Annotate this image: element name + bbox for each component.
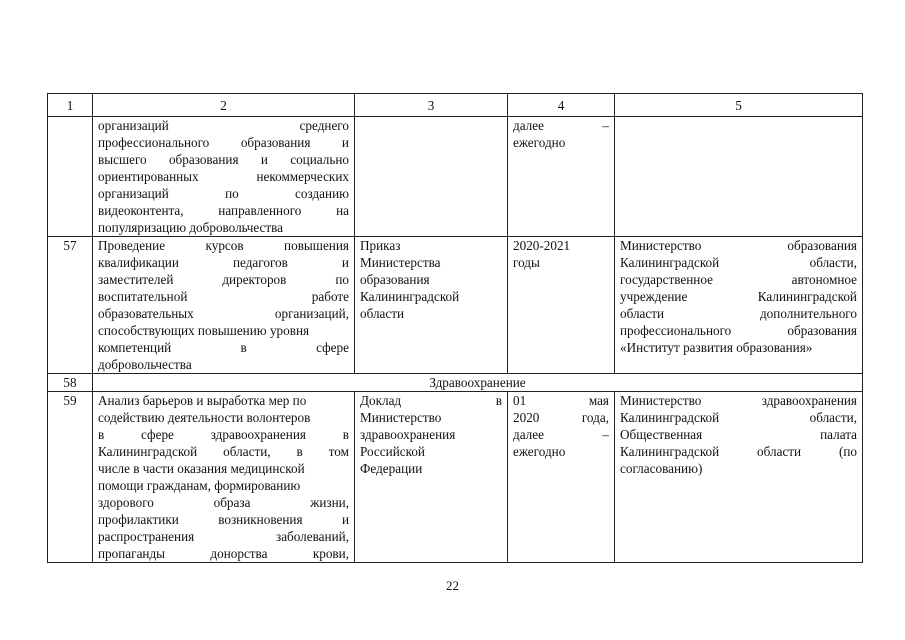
measure-line: организаций среднего (98, 118, 349, 133)
document-cell (355, 237, 508, 374)
term-cell (508, 117, 615, 237)
row-number: 58 (48, 374, 93, 392)
measure-cell (93, 237, 355, 374)
term-line: далее – (513, 427, 609, 442)
measure-line: организаций по созданию (98, 186, 349, 201)
executor-line: «Институт развития образования» (620, 340, 813, 355)
measure-line: помощи гражданам, формированию (98, 478, 301, 493)
measure-line: добровольчества (98, 357, 192, 372)
executor-line: Калининградской области (по (620, 444, 857, 459)
measure-line: воспитательной работе (98, 289, 349, 304)
measure-line: популяризацию добровольчества (98, 220, 284, 235)
measure-cell (93, 117, 355, 237)
measure-line: ориентированных некоммерческих (98, 169, 349, 184)
header-col-2: 2 (93, 94, 355, 117)
measure-cell (93, 392, 355, 563)
executors-cell (615, 392, 863, 563)
header-col-4: 4 (508, 94, 615, 117)
header-col-5: 5 (615, 94, 863, 117)
measure-line: видеоконтента, направленного на (98, 203, 349, 218)
term-line: 2020 года, (513, 410, 609, 425)
term-cell (508, 392, 615, 563)
term-cell (508, 237, 615, 374)
executor-line: области дополнительного (620, 306, 857, 321)
document-line: образования (360, 272, 430, 287)
measure-line: здорового образа жизни, (98, 495, 349, 510)
measure-line: заместителей директоров по (98, 272, 349, 287)
measure-line: профессионального образования и (98, 135, 349, 150)
executor-line: государственное автономное (620, 272, 857, 287)
term-line: 2020-2021 (513, 238, 571, 253)
executor-line: Общественная палата (620, 427, 857, 442)
document-line: Калининградской (360, 289, 460, 304)
header-col-1: 1 (48, 94, 93, 117)
executor-line: Министерство образования (620, 238, 857, 253)
measure-line: Анализ барьеров и выработка мер по (98, 393, 307, 408)
executor-line: Калининградской области, (620, 410, 857, 425)
header-col-3: 3 (355, 94, 508, 117)
measure-line: компетенций в сфере (98, 340, 349, 355)
term-line: 01 мая (513, 393, 609, 408)
row-number: 59 (48, 392, 93, 563)
executor-line: Министерство здравоохранения (620, 393, 857, 408)
table-row-57 (48, 237, 863, 374)
document-cell (355, 117, 508, 237)
document-line: здравоохранения (360, 427, 456, 442)
measure-line: числе в части оказания медицинской (98, 461, 305, 476)
document-line: Министерство (360, 410, 442, 425)
page-number: 22 (446, 578, 459, 593)
measure-line: квалификации педагогов и (98, 255, 349, 270)
measure-line: Проведение курсов повышения (98, 238, 349, 253)
row-number (48, 117, 93, 237)
executor-line: учреждение Калининградской (620, 289, 857, 304)
term-line: ежегодно (513, 135, 566, 150)
measure-line: распространения заболеваний, (98, 529, 349, 544)
document-cell (355, 392, 508, 563)
executor-line: профессионального образования (620, 323, 857, 338)
executors-cell (615, 117, 863, 237)
executor-line: согласованию) (620, 461, 703, 476)
measure-line: содействию деятельности волонтеров (98, 410, 311, 425)
executors-cell (615, 237, 863, 374)
section-title: Здравоохранение (93, 374, 863, 392)
term-line: ежегодно (513, 444, 566, 459)
row-number: 57 (48, 237, 93, 374)
table-row-continuation (48, 117, 863, 237)
measure-line: способствующих повышению уровня (98, 323, 310, 338)
table-header-row (48, 94, 863, 117)
table-row-59 (48, 392, 863, 563)
term-line: годы (513, 255, 540, 270)
document-line: области (360, 306, 405, 321)
document-line: Российской (360, 444, 425, 459)
document-line: Доклад в (360, 393, 502, 408)
table-row-58 (48, 374, 863, 392)
measure-line: профилактики возникновения и (98, 512, 349, 527)
measure-line: высшего образования и социально (98, 152, 349, 167)
document-line: Приказ (360, 238, 401, 253)
measure-line: в сфере здравоохранения в (98, 427, 349, 442)
document-line: Министерства (360, 255, 441, 270)
term-line: далее – (513, 118, 609, 133)
document-line: Федерации (360, 461, 423, 476)
measure-line: пропаганды донорства крови, (98, 546, 349, 561)
measure-line: Калининградской области, в том (98, 444, 349, 459)
measures-table (47, 93, 863, 563)
measure-line: образовательных организаций, (98, 306, 349, 321)
executor-line: Калининградской области, (620, 255, 857, 270)
